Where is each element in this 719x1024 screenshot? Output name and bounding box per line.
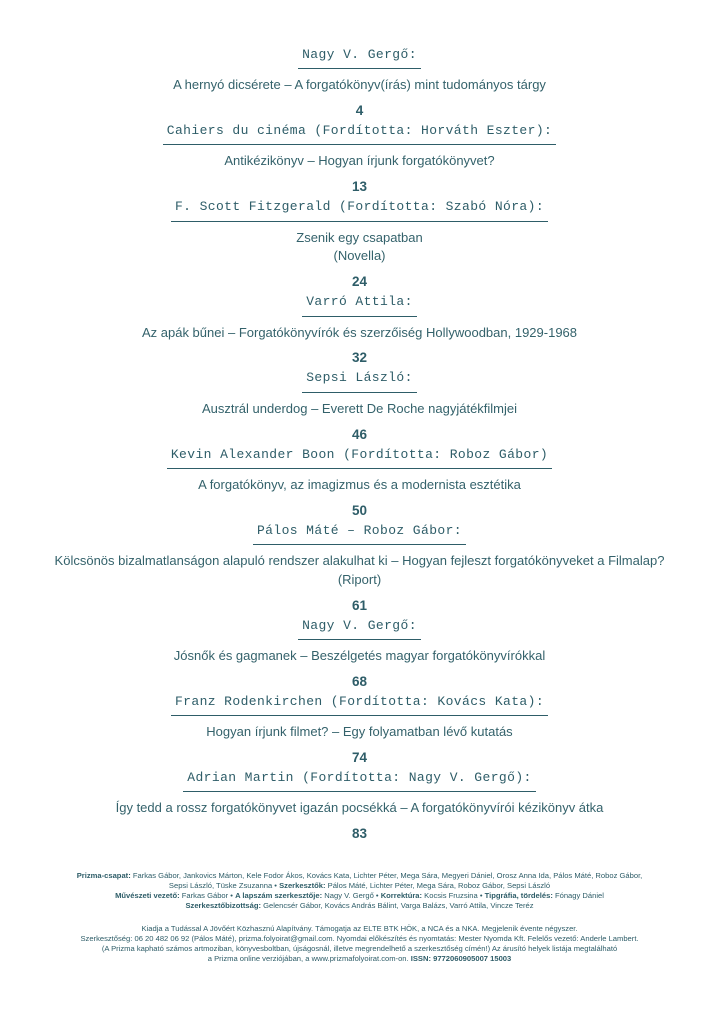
entry-title: Így tedd a rossz forgatókönyvet igazán pocsékká – A forgatókönyvírói kézikönyv átka xyxy=(115,800,604,816)
entry-title: Zsenik egy csapatban xyxy=(296,229,423,245)
entry-author-row xyxy=(0,617,719,640)
entry-author-row xyxy=(0,46,719,69)
entry-subtitle: (Riport) xyxy=(337,571,382,587)
footer-text: Kocsis Fruzsina • xyxy=(422,891,485,901)
entry-author-row xyxy=(0,522,719,545)
footer-text: Kiadja a Tudással A Jövőért Közhasznú Alapítvány. Támogatja az ELTE BTK HÖK, a NCA és a NKA. Megjelenik évente négyszer. xyxy=(141,924,578,934)
footer-label: Szerkesztőbizottság: xyxy=(185,901,261,911)
footer-text: Farkas Gábor, Jankovics Márton, Kele Fodor Ákos, Kovács Kata, Lichter Péter, Mega Sára, Megyeri Dániel, Orosz Anna Ida, Pálos Máté, Roboz Gábor, xyxy=(130,871,643,881)
footer-text: Sepsi László, Tüske Zsuzanna • xyxy=(168,881,280,891)
entry-author: Cahiers du cinéma (Fordította: Horváth Eszter): xyxy=(163,123,556,145)
footer-label: ISSN: 9772060905007 15003 xyxy=(410,954,512,964)
footer-line xyxy=(0,891,719,901)
entry-author: Nagy V. Gergő: xyxy=(298,47,421,69)
entry-author: Nagy V. Gergő: xyxy=(298,618,421,640)
entry-author-row xyxy=(0,369,719,392)
footer-text: Gelencsér Gábor, Kovács András Bálint, Varga Balázs, Varró Attila, Vincze Teréz xyxy=(261,901,534,911)
footer-text: Nagy V. Gergő • xyxy=(322,891,381,901)
entry-title: Ausztrál underdog – Everett De Roche nagyjátékfilmjei xyxy=(201,400,518,416)
footer-label: Prizma-csapat: xyxy=(76,871,131,881)
footer-line xyxy=(0,881,719,891)
entry-page-number: 50 xyxy=(351,502,368,518)
entry-title: Antikézikönyv – Hogyan írjunk forgatókönyvet? xyxy=(224,153,495,169)
entry-title: A forgatókönyv, az imagizmus és a modernista esztétika xyxy=(198,476,521,492)
toc-entry xyxy=(0,122,719,194)
entry-title: A hernyó dicsérete – A forgatókönyv(írás) mint tudományos tárgy xyxy=(173,77,546,93)
footer-line xyxy=(0,901,719,911)
entry-title: Jósnők és gagmanek – Beszélgetés magyar forgatókönyvírókkal xyxy=(173,648,546,664)
toc-entry xyxy=(0,198,719,289)
entry-page-number: 32 xyxy=(351,350,368,366)
entry-page-number: 83 xyxy=(351,826,368,842)
entry-author-row xyxy=(0,198,719,221)
entry-author-row xyxy=(0,693,719,716)
entry-page-number: 68 xyxy=(351,673,368,689)
entry-page-number: 4 xyxy=(355,103,364,119)
footer-label: Korrektúra: xyxy=(380,891,423,901)
entry-title: Hogyan írjunk filmet? – Egy folyamatban lévő kutatás xyxy=(206,724,513,740)
footer-credits-block xyxy=(0,871,719,911)
entry-title: Az apák bűnei – Forgatókönyvírók és szerzőiség Hollywoodban, 1929-1968 xyxy=(141,324,578,340)
entry-author: F. Scott Fitzgerald (Fordította: Szabó Nóra): xyxy=(171,199,548,221)
entry-author: Adrian Martin (Fordította: Nagy V. Gergő): xyxy=(183,770,535,792)
footer-line xyxy=(0,954,719,964)
footer-publishing-block xyxy=(0,924,719,964)
toc-entry xyxy=(0,617,719,689)
footer-text: Pálos Máté, Lichter Péter, Mega Sára, Roboz Gábor, Sepsi László xyxy=(325,881,551,891)
table-of-contents xyxy=(0,46,719,841)
entry-author: Franz Rodenkirchen (Fordította: Kovács Kata): xyxy=(171,694,548,716)
entry-author: Sepsi László: xyxy=(302,370,417,392)
footer-label: Tipgráfia, tördelés: xyxy=(484,891,553,901)
entry-title: Kölcsönös bizalmatlanságon alapuló rendszer alakulhat ki – Hogyan fejleszt forgatókönyveket a Filmalap? xyxy=(54,552,665,568)
footer-label: Művészeti vezető: xyxy=(115,891,180,901)
toc-entry xyxy=(0,46,719,118)
toc-entry xyxy=(0,293,719,365)
footer-line xyxy=(0,924,719,934)
footer-line xyxy=(0,934,719,944)
entry-author-row xyxy=(0,769,719,792)
toc-entry xyxy=(0,369,719,441)
entry-author: Kevin Alexander Boon (Fordította: Roboz Gábor) xyxy=(167,447,552,469)
footer-text: (A Prizma kapható számos artmoziban, könyvesboltban, újságosnál, illetve megrendelhető a szerkesztőség címén!) Az árusító helyek listája megtalálható xyxy=(101,944,618,954)
toc-entry xyxy=(0,693,719,765)
entry-subtitle: (Novella) xyxy=(333,248,386,264)
footer-label: Szerkesztők: xyxy=(279,881,326,891)
footer-text: Szerkesztőség: 06 20 482 06 92 (Pálos Máté), prizma.folyoirat@gmail.com. Nyomdai előkészítés és nyomtatás: Mester Nyomda Kft. Felelős vezető: Anderle Lambert. xyxy=(80,934,639,944)
entry-author: Varró Attila: xyxy=(302,294,417,316)
toc-entry xyxy=(0,769,719,841)
entry-page-number: 24 xyxy=(351,274,368,290)
toc-entry xyxy=(0,522,719,613)
entry-author-row xyxy=(0,293,719,316)
footer-text: Farkas Gábor • xyxy=(179,891,236,901)
entry-author: Pálos Máté – Roboz Gábor: xyxy=(253,523,466,545)
entry-author-row xyxy=(0,122,719,145)
entry-page-number: 74 xyxy=(351,750,368,766)
footer-line xyxy=(0,944,719,954)
footer-label: A lapszám szerkesztője: xyxy=(235,891,323,901)
entry-author-row xyxy=(0,446,719,469)
footer-line xyxy=(0,871,719,881)
entry-page-number: 13 xyxy=(351,179,368,195)
page-footer xyxy=(0,871,719,964)
entry-page-number: 46 xyxy=(351,426,368,442)
footer-text: Fónagy Dániel xyxy=(552,891,604,901)
toc-entry xyxy=(0,446,719,518)
entry-page-number: 61 xyxy=(351,597,368,613)
footer-text: a Prizma online verziójában, a www.prizmafolyoirat.com-on. xyxy=(207,954,411,964)
